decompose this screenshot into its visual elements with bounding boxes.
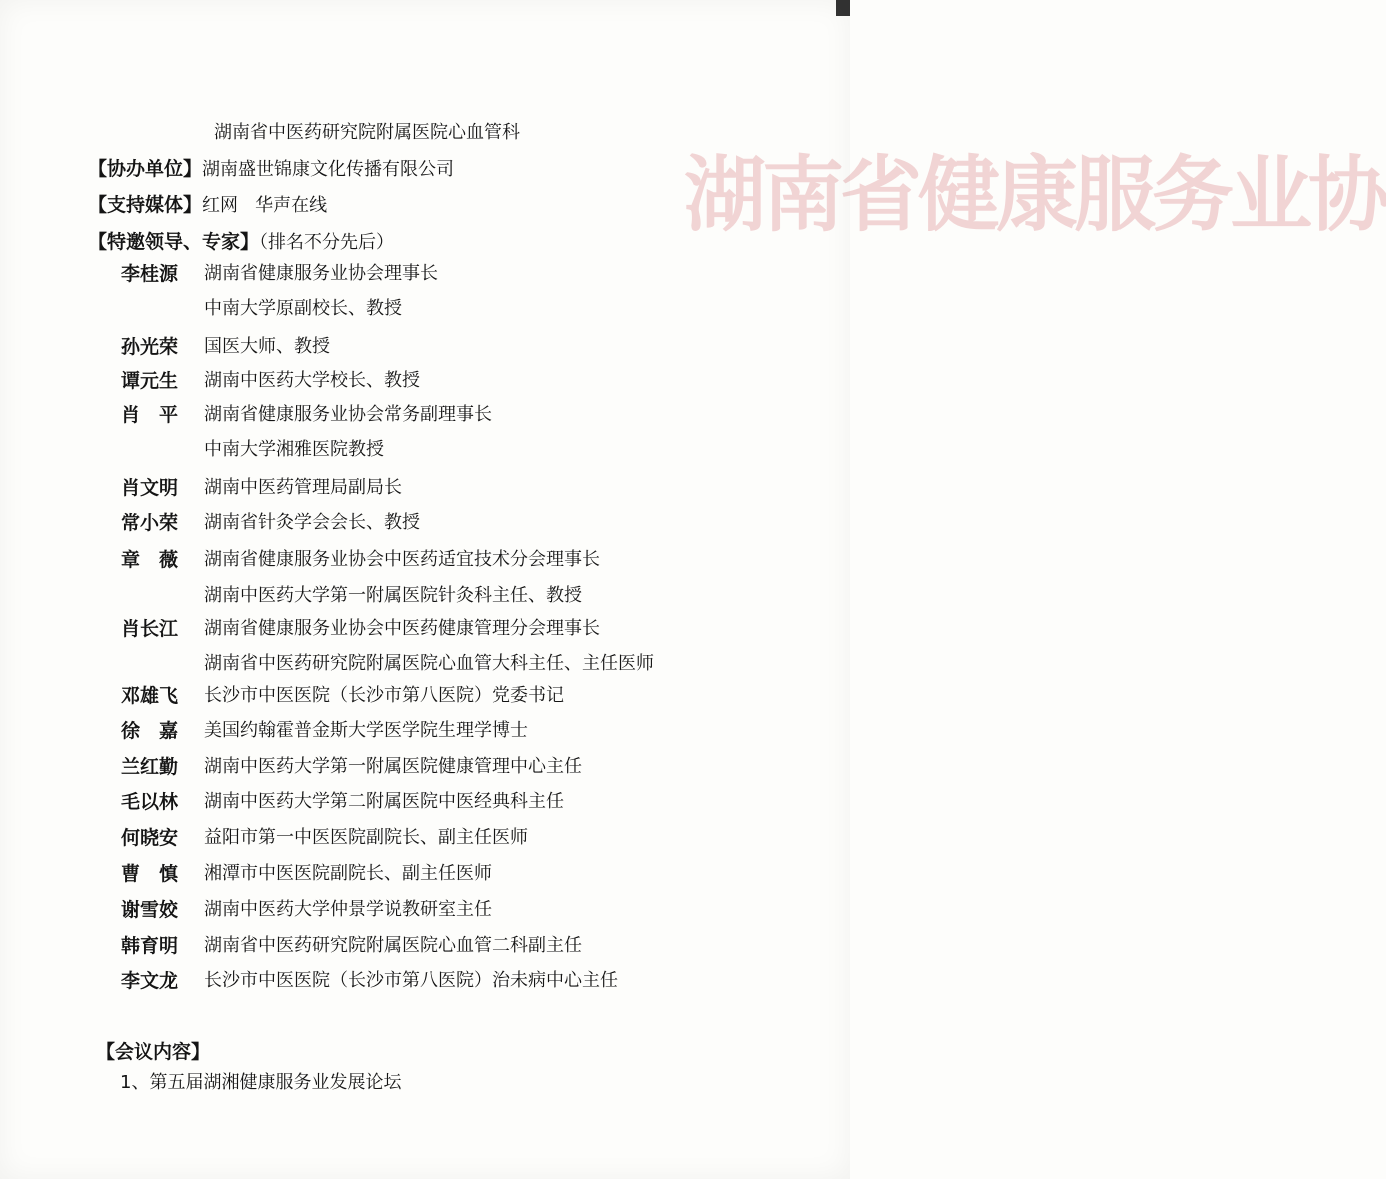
bleed-through-red-heading: 湖南省健康服务业协 bbox=[684, 147, 1386, 243]
guests-note: （排名不分先后） bbox=[259, 232, 395, 253]
guest-role: 中南大学湘雅医院教授 bbox=[204, 439, 384, 460]
guest-role: 湖南中医药管理局副局长 bbox=[204, 477, 402, 498]
guest-role: 湖南中医药大学第一附属医院针灸科主任、教授 bbox=[204, 585, 582, 606]
guests-heading-row bbox=[88, 230, 394, 255]
guest-name: 何晓安 bbox=[121, 827, 179, 849]
co-organizer-row bbox=[88, 157, 454, 182]
guest-name: 孙光荣 bbox=[121, 336, 179, 358]
guest-name: 李桂源 bbox=[121, 263, 179, 285]
guest-role: 益阳市第一中医医院副院长、副主任医师 bbox=[204, 827, 528, 848]
guest-role: 湖南省健康服务业协会常务副理事长 bbox=[204, 404, 492, 425]
media-row bbox=[88, 193, 327, 218]
guest-role: 湖南省健康服务业协会理事长 bbox=[204, 263, 438, 284]
guest-role: 湖南中医药大学第一附属医院健康管理中心主任 bbox=[204, 756, 582, 777]
guest-role: 湖南中医药大学仲景学说教研室主任 bbox=[204, 899, 492, 920]
guests-label: 【特邀领导、专家】 bbox=[88, 231, 260, 253]
guest-name: 谭元生 bbox=[121, 370, 179, 392]
media-label: 【支持媒体】 bbox=[88, 194, 203, 216]
meeting-item-1: 1、第五届湖湘健康服务业发展论坛 bbox=[120, 1072, 402, 1093]
guest-role: 国医大师、教授 bbox=[204, 336, 330, 357]
guest-role: 中南大学原副校长、教授 bbox=[204, 298, 402, 319]
co-organizer-value: 湖南盛世锦康文化传播有限公司 bbox=[202, 159, 455, 180]
meeting-content-label: 【会议内容】 bbox=[96, 1041, 211, 1063]
guest-role: 湖南中医药大学第二附属医院中医经典科主任 bbox=[204, 791, 564, 812]
guest-role: 长沙市中医医院（长沙市第八医院）党委书记 bbox=[204, 685, 564, 706]
guest-role: 湖南省健康服务业协会中医药健康管理分会理事长 bbox=[204, 618, 600, 639]
guest-name: 曹 慎 bbox=[121, 863, 179, 885]
guest-name: 谢雪姣 bbox=[121, 899, 179, 921]
guest-role: 湖南中医药大学校长、教授 bbox=[204, 370, 420, 391]
co-organizer-label: 【协办单位】 bbox=[88, 158, 203, 180]
guest-role: 湘潭市中医医院副院长、副主任医师 bbox=[204, 863, 492, 884]
media-value: 红网 华声在线 bbox=[202, 195, 328, 216]
guest-role: 湖南省中医药研究院附属医院心血管二科副主任 bbox=[204, 935, 582, 956]
guest-role: 长沙市中医医院（长沙市第八医院）治未病中心主任 bbox=[204, 970, 618, 991]
guest-name: 韩育明 bbox=[121, 935, 179, 957]
guest-name: 邓雄飞 bbox=[121, 685, 179, 707]
guest-role: 美国约翰霍普金斯大学医学院生理学博士 bbox=[204, 720, 528, 741]
guest-name: 常小荣 bbox=[121, 512, 179, 534]
guest-name: 肖文明 bbox=[121, 477, 179, 499]
guest-role: 湖南省健康服务业协会中医药适宜技术分会理事长 bbox=[204, 549, 600, 570]
guest-name: 徐 嘉 bbox=[121, 720, 179, 742]
guest-name: 章 薇 bbox=[121, 549, 179, 571]
guest-name: 肖 平 bbox=[121, 404, 179, 426]
organizer-continuation: 湖南省中医药研究院附属医院心血管科 bbox=[214, 122, 520, 143]
guest-name: 毛以林 bbox=[121, 791, 179, 813]
guest-role: 湖南省针灸学会会长、教授 bbox=[204, 512, 420, 533]
guest-role: 湖南省中医药研究院附属医院心血管大科主任、主任医师 bbox=[204, 653, 654, 674]
guest-name: 肖长江 bbox=[121, 618, 179, 640]
scan-corner-artifact bbox=[836, 0, 850, 16]
guest-name: 兰红勤 bbox=[121, 756, 179, 778]
guest-name: 李文龙 bbox=[121, 970, 179, 992]
